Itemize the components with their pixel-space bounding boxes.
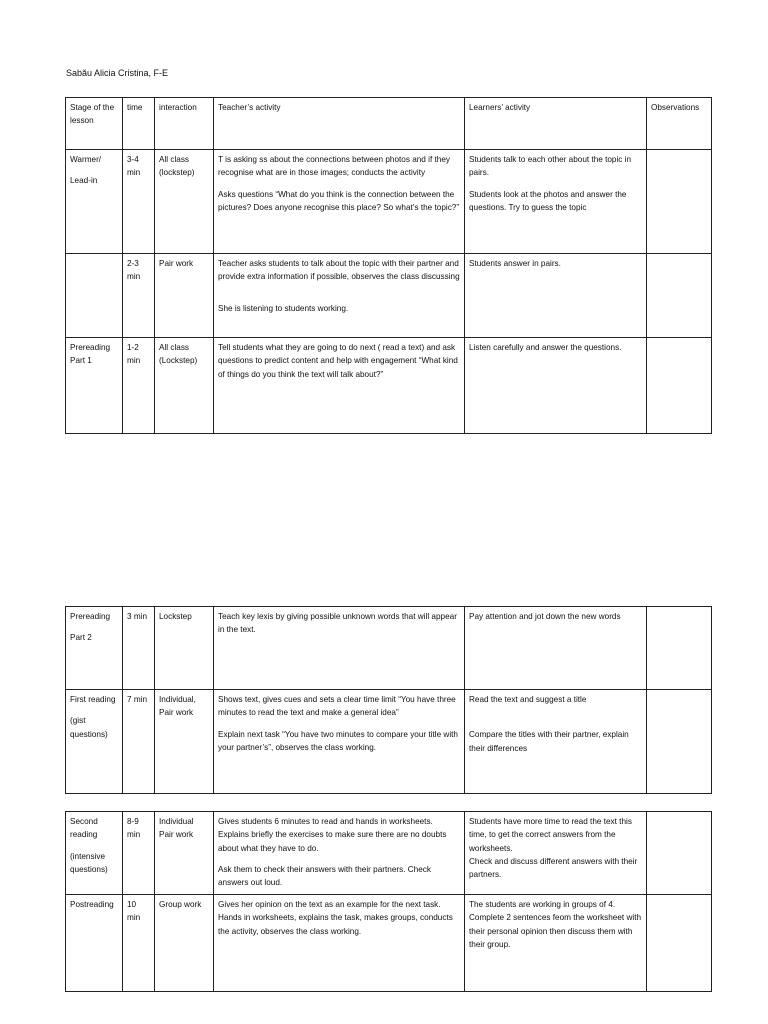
learners-activity-cell: Students have more time to read the text this time, to get the correct answers from the worksheets. Check and discuss different answers with their partners.: [465, 812, 647, 895]
lesson-plan-table-2: [65, 606, 712, 794]
lesson-plan-table-3: [65, 811, 712, 992]
observations-cell: [647, 338, 712, 434]
table-row: [66, 254, 712, 338]
header-row: [66, 98, 712, 150]
interaction-cell: Pair work: [155, 254, 214, 338]
table-row: [66, 812, 712, 895]
lesson-plan-table-1: [65, 97, 712, 434]
teacher-activity-cell: Teacher asks students to talk about the topic with their partner and provide extra information if possible, observes the class discussing She is listening to students working.: [214, 254, 465, 338]
time-cell: 3 min: [123, 607, 155, 690]
teacher-activity-cell: Gives her opinion on the text as an example for the next task. Hands in worksheets, explains the task, makes groups, conducts the activity, observes the class working.: [214, 895, 465, 992]
header-observations: Observations: [647, 98, 712, 150]
observations-cell: [647, 150, 712, 254]
observations-cell: [647, 607, 712, 690]
time-cell: 1-2 min: [123, 338, 155, 434]
stage-cell: Warmer/ Lead-in: [66, 150, 123, 254]
learners-activity-cell: Students answer in pairs.: [465, 254, 647, 338]
table-row: [66, 690, 712, 794]
header-interaction: interaction: [155, 98, 214, 150]
table-row: [66, 895, 712, 992]
stage-cell: Second reading (intensive questions): [66, 812, 123, 895]
interaction-cell: All class (Lockstep): [155, 338, 214, 434]
teacher-activity-cell: Teach key lexis by giving possible unknown words that will appear in the text.: [214, 607, 465, 690]
header-teacher-activity: Teacher’s activity: [214, 98, 465, 150]
stage-cell: Prereading Part 1: [66, 338, 123, 434]
teacher-activity-cell: Tell students what they are going to do next ( read a text) and ask questions to predict content and help with engagement “What kind of things do you think the text will talk about?”: [214, 338, 465, 434]
header-time: time: [123, 98, 155, 150]
header-stage: Stage of the lesson: [66, 98, 123, 150]
header-learners-activity: Learners’ activity: [465, 98, 647, 150]
learners-activity-cell: Listen carefully and answer the questions.: [465, 338, 647, 434]
interaction-cell: Lockstep: [155, 607, 214, 690]
time-cell: 8-9 min: [123, 812, 155, 895]
author-name: Sabău Alicia Cristina, F-E: [66, 68, 169, 78]
stage-cell: Postreading: [66, 895, 123, 992]
observations-cell: [647, 895, 712, 992]
table-row: [66, 150, 712, 254]
teacher-activity-cell: Shows text, gives cues and sets a clear time limit “You have three minutes to read the text and make a general idea” Explain next task “You have two minutes to compare your title with your partner’s”, observes the class working.: [214, 690, 465, 794]
stage-cell: First reading (gist questions): [66, 690, 123, 794]
interaction-cell: Group work: [155, 895, 214, 992]
learners-activity-cell: Pay attention and jot down the new words: [465, 607, 647, 690]
time-cell: 7 min: [123, 690, 155, 794]
stage-cell: Prereading Part 2: [66, 607, 123, 690]
stage-cell: [66, 254, 123, 338]
time-cell: 10 min: [123, 895, 155, 992]
teacher-activity-cell: T is asking ss about the connections between photos and if they recognise what are in those images; conducts the activity Asks questions “What do you think is the connection between the pictures? Does anyone recognise this place? So what’s the topic?”: [214, 150, 465, 254]
table-row: [66, 338, 712, 434]
time-cell: 3-4 min: [123, 150, 155, 254]
observations-cell: [647, 812, 712, 895]
table-row: [66, 607, 712, 690]
teacher-activity-cell: Gives students 6 minutes to read and hands in worksheets. Explains briefly the exercises to make sure there are no doubts about what they have to do. Ask them to check their answers with their partners. Check answers out loud.: [214, 812, 465, 895]
learners-activity-cell: Students talk to each other about the topic in pairs. Students look at the photos and answer the questions. Try to guess the topic: [465, 150, 647, 254]
time-cell: 2-3 min: [123, 254, 155, 338]
learners-activity-cell: The students are working in groups of 4. Complete 2 sentences feom the worksheet with their personal opinion then discuss them with their group.: [465, 895, 647, 992]
interaction-cell: All class (lockstep): [155, 150, 214, 254]
learners-activity-cell: Read the text and suggest a title Compare the titles with their partner, explain their differences: [465, 690, 647, 794]
interaction-cell: Individual, Pair work: [155, 690, 214, 794]
observations-cell: [647, 254, 712, 338]
interaction-cell: Individual Pair work: [155, 812, 214, 895]
observations-cell: [647, 690, 712, 794]
